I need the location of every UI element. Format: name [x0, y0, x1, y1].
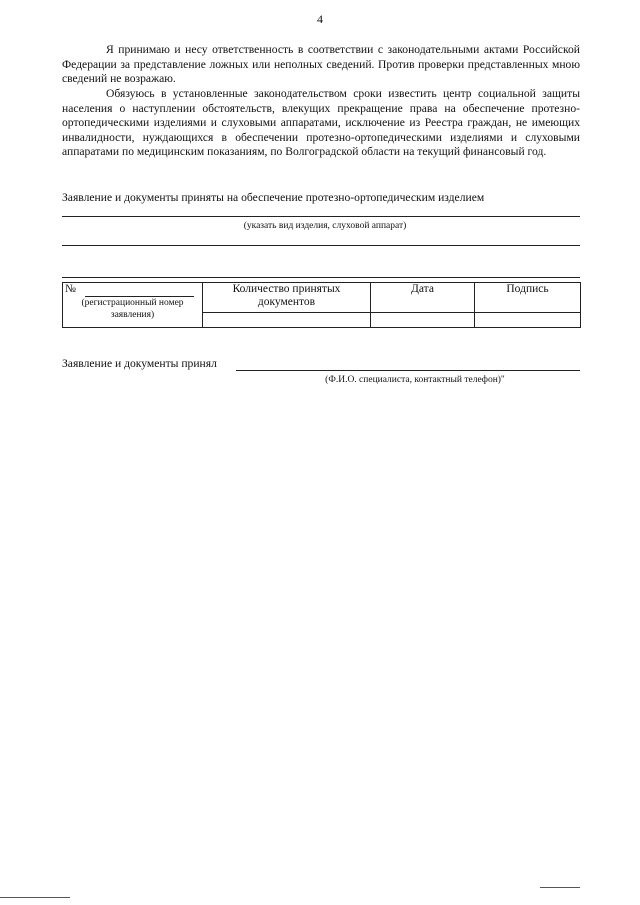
documents-accepted-label: Заявление и документы приняты на обеспечение протезно-ортопедическим изделием	[62, 191, 485, 204]
specialist-name-line[interactable]	[236, 370, 580, 371]
signature-cell[interactable]	[475, 313, 581, 328]
registration-number-cell[interactable]	[63, 283, 203, 328]
signature-header: Подпись	[475, 283, 581, 313]
registration-table	[62, 282, 581, 328]
received-by-label: Заявление и документы принял	[62, 357, 217, 370]
obligation-paragraph: Обязуюсь в установленные законодательством сроки известить центр социальной защиты населения о наступлении обстоятельств, влекущих прекращение права на обеспечение протезно-ортопедическими изделиями и слуховыми аппаратами, исключение из Реестра граждан, не имеющих инвалидности, нуждающихся в обеспечении протезно-ортопедическими изделиями и слуховыми аппаратами по медицинским показаниям, по Волгоградской области на текущий финансовый год.	[62, 87, 580, 159]
date-header: Дата	[371, 283, 475, 313]
device-type-line-2[interactable]	[62, 245, 580, 246]
scan-edge-line-right	[540, 887, 580, 888]
registration-number-caption: (регистрационный номер заявления)	[81, 298, 184, 320]
table-header-row	[63, 283, 581, 313]
specialist-caption: (Ф.И.О. специалиста, контактный телефон)"	[325, 375, 505, 385]
scan-edge-line-left	[0, 897, 70, 898]
device-type-line[interactable]	[62, 216, 580, 217]
table-top-rule	[62, 277, 580, 278]
page-number: 4	[317, 12, 323, 26]
documents-count-header: Количество принятых документов	[203, 283, 371, 313]
documents-count-cell[interactable]	[203, 313, 371, 328]
device-type-caption: (указать вид изделия, слуховой аппарат)	[243, 221, 407, 231]
responsibility-paragraph: Я принимаю и несу ответственность в соответствии с законодательными актами Российской Федерации за представление ложных или неполных сведений. Против проверки представленных мною сведений не возражаю.	[62, 43, 580, 86]
date-cell[interactable]	[371, 313, 475, 328]
number-sign: №	[65, 283, 76, 295]
